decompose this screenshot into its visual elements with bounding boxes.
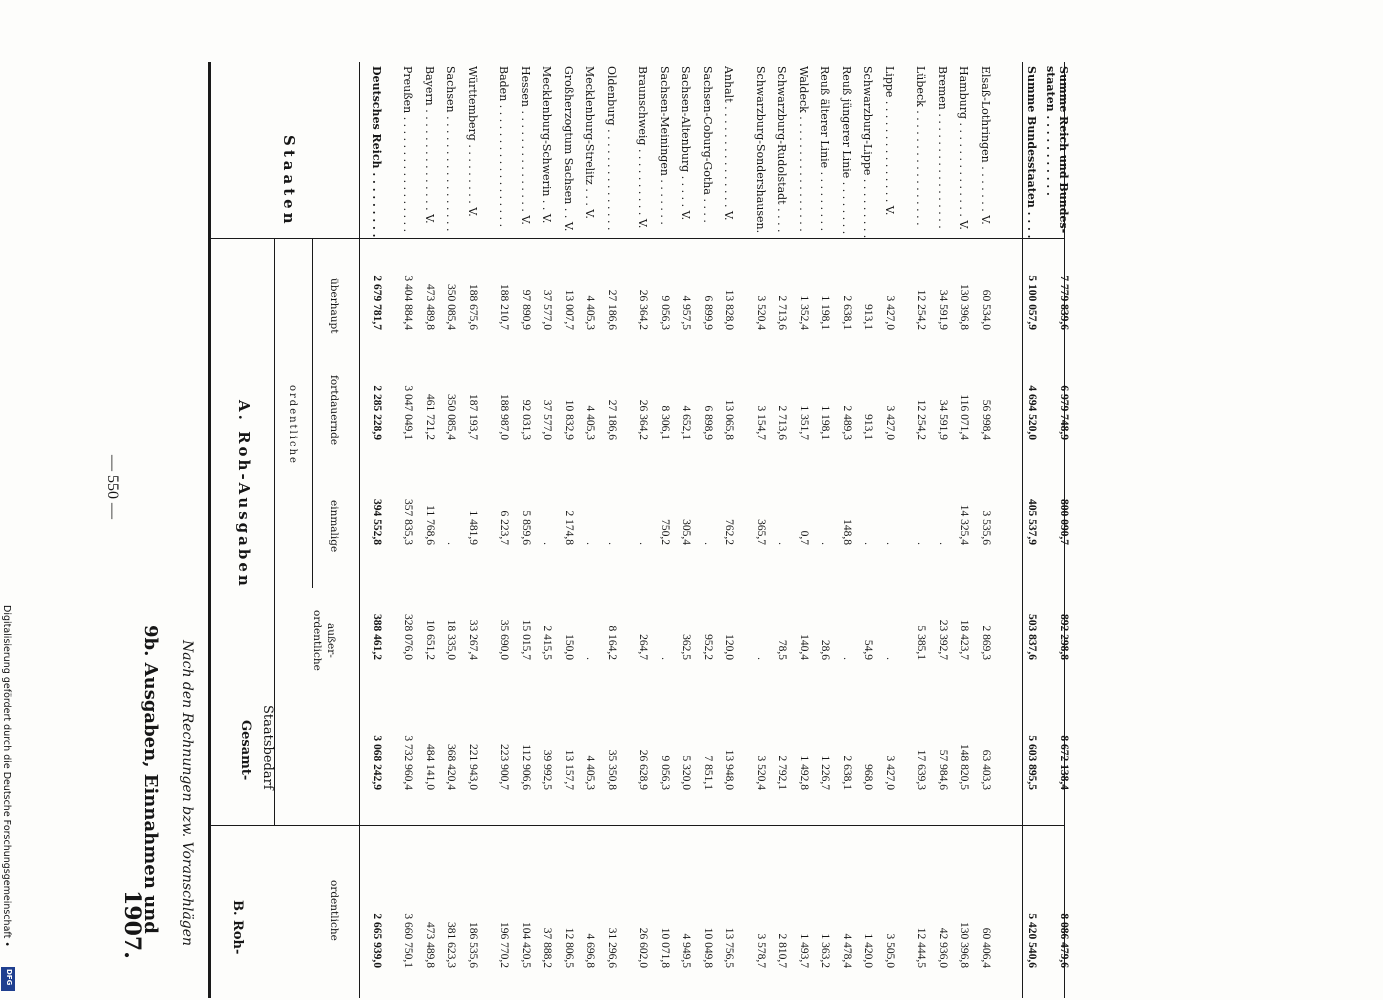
- table-row-cell: 97 890,9: [520, 289, 532, 330]
- table-row-cell: 1 481,9: [467, 510, 479, 545]
- einmalige-header: einmalige: [328, 500, 340, 553]
- table-row-name: Sachsen-Meiningen . . . . . . .: [658, 66, 671, 225]
- table-row-cell: 750,2: [659, 519, 671, 545]
- ueberhaupt-header: überhaupt: [328, 278, 340, 334]
- table-row-cell: 305,4: [680, 519, 693, 545]
- table-row-cell: .: [884, 657, 896, 660]
- dfg-logo: [1, 967, 15, 991]
- table-row-name: Mecklenburg-Schwerin . . V.: [540, 66, 554, 224]
- table-row-cell: 223 900,7: [498, 744, 511, 790]
- header-bottom-rule: [359, 62, 360, 998]
- table-row-name: Anhalt . . . . . . . . . . . . . . . V.: [722, 66, 736, 221]
- table-row-cell: 4 405,3: [584, 295, 597, 330]
- table-row-name: Schwarzburg-Rudolstadt . . . .: [775, 66, 789, 233]
- table-row-cell: 28,6: [819, 639, 832, 660]
- table-row-cell: 14 325,4: [958, 504, 971, 545]
- table-row-name: Waldeck . . . . . . . . . . . . . . . . .: [797, 66, 810, 232]
- table-row-cell: 3 578,7: [755, 933, 767, 968]
- table-row-cell: .: [841, 657, 853, 660]
- table-row-name: Lippe . . . . . . . . . . . . . . . V.: [883, 66, 896, 216]
- table-row-cell: 3 068 242,9: [371, 735, 383, 790]
- table-row-cell: 186 535,6: [467, 922, 479, 968]
- table-row-cell: 4 478,4: [841, 933, 853, 968]
- table-row-cell: 350 085,4: [445, 394, 458, 440]
- table-row-cell: 357 835,3: [402, 499, 415, 545]
- table-row-cell: 92 031,3: [520, 399, 532, 440]
- table-row-cell: 23 392,7: [937, 619, 949, 660]
- table-row-cell: 13 948,0: [723, 749, 736, 790]
- table-row-name: Mecklenburg-Strelitz . . . V.: [583, 66, 597, 219]
- table-row-cell: 3 505,0: [884, 933, 896, 968]
- table-row-cell: .: [819, 542, 832, 545]
- table-row-cell: 34 591,9: [937, 399, 949, 440]
- table-row-cell: 2 665 939,0: [371, 913, 383, 968]
- table-row-cell: 2 713,6: [776, 405, 789, 440]
- sum-row-cell: 5 420 540,6: [1026, 913, 1038, 968]
- gesamt-header: Gesamt-: [238, 720, 253, 781]
- table-row-cell: 17 639,3: [915, 749, 928, 790]
- table-row-name: Reuß älterer Linie . . . . . . . . .: [818, 66, 832, 232]
- table-row-cell: 13 828,0: [723, 289, 736, 330]
- table-row-cell: 4 652,1: [680, 405, 693, 440]
- table-row-cell: .: [884, 542, 896, 545]
- staatsbedarf-header: Staatsbedarf: [260, 705, 275, 790]
- table-row-cell: 394 552,8: [371, 499, 383, 545]
- table-row-cell: 10 049,8: [702, 927, 714, 968]
- table-row-cell: 2 792,1: [776, 755, 789, 790]
- table-row-cell: 18 335,0: [445, 619, 458, 660]
- table-row-cell: 12 806,5: [563, 927, 575, 968]
- table-row-cell: .: [937, 542, 949, 545]
- table-row-cell: 1 363,2: [819, 933, 832, 968]
- table-row-cell: 968,0: [862, 764, 875, 790]
- table-row-cell: 37 577,0: [541, 289, 554, 330]
- table-row-name: Preußen . . . . . . . . . . . . . . . . .: [401, 66, 415, 233]
- table-row-cell: 1 352,4: [798, 295, 810, 330]
- table-row-cell: 2 869,3: [980, 625, 992, 660]
- sum-separator-rule: [1022, 62, 1023, 998]
- table-row-cell: 56 998,4: [980, 399, 992, 440]
- table-row-cell: 762,2: [723, 519, 736, 545]
- top-rule: [208, 62, 211, 998]
- table-row-name: Oldenburg . . . . . . . . . . . . . . .: [605, 66, 618, 231]
- sum-row-name: Summe Bundesstaaten . . . .: [1025, 66, 1038, 239]
- sum-row-cell: 800 090,7: [1058, 499, 1070, 545]
- table-row-cell: 187 193,7: [467, 394, 479, 440]
- table-row-cell: 26 602,0: [637, 927, 650, 968]
- dfg-logo-text: DFG: [5, 969, 13, 986]
- table-row-cell: 4 949,5: [680, 933, 693, 968]
- table-row-cell: .: [755, 657, 767, 660]
- sum-row-cell: 5 100 057,9: [1026, 275, 1038, 330]
- table-row-cell: 116 071,4: [958, 394, 971, 440]
- sum-row-cell: 6 979 748,9: [1058, 385, 1070, 440]
- table-row-cell: 3 427,0: [884, 755, 896, 790]
- table-row-cell: 484 141,0: [424, 744, 436, 790]
- table-row-cell: 5 859,6: [520, 510, 532, 545]
- table-row-cell: 1 198,1: [819, 295, 832, 330]
- table-row-cell: 26 364,2: [637, 289, 650, 330]
- table-row-cell: 381 623,3: [445, 922, 458, 968]
- table-row-cell: 39 992,5: [541, 749, 554, 790]
- table-row-cell: 328 076,0: [402, 614, 415, 660]
- sum-row-cell: 4 694 520,0: [1026, 385, 1038, 440]
- table-row-cell: 1 492,8: [798, 755, 810, 790]
- table-row-name: Bremen . . . . . . . . . . . . . . . . .: [936, 66, 949, 229]
- sum-row-cell: 8 086 479,6: [1058, 913, 1070, 968]
- table-row-name: Reuß jüngerer Linie . . . . . . . .: [840, 66, 853, 235]
- table-row-cell: 31 296,6: [606, 927, 618, 968]
- page-number: — 550 —: [104, 455, 121, 519]
- table-row-cell: 2 810,7: [776, 933, 789, 968]
- table-row-cell: 54,9: [862, 639, 875, 660]
- table-row-name: Deutsches Reich . . . . . . . . .: [370, 66, 383, 238]
- table-row-cell: 27 186,6: [606, 399, 618, 440]
- ausserordentliche-header: außer- ordentliche: [311, 610, 337, 671]
- table-row-cell: 13 007,7: [563, 289, 575, 330]
- table-row-cell: 8 306,1: [659, 405, 671, 440]
- table-row-cell: 12 444,5: [915, 927, 928, 968]
- table-row-cell: 388 461,2: [371, 614, 383, 660]
- table-row-cell: 3 154,7: [755, 405, 767, 440]
- table-row-cell: 196 770,2: [498, 922, 511, 968]
- table-row-cell: 3 404 884,4: [402, 275, 415, 330]
- table-row-cell: .: [862, 542, 875, 545]
- table-row-cell: 18 423,7: [958, 619, 971, 660]
- table-row-name: Lübeck . . . . . . . . . . . . . . . . .: [914, 66, 928, 226]
- sum-row-cell: 8 672 138,4: [1058, 735, 1070, 790]
- table-row-cell: 4 696,8: [584, 933, 597, 968]
- table-row-cell: .: [637, 542, 650, 545]
- table-row-cell: 3 732 960,4: [402, 735, 415, 790]
- table-row-cell: 11 768,6: [424, 505, 436, 545]
- table-row-name: Baden . . . . . . . . . . . . . . . . . .: [497, 66, 511, 228]
- table-row-cell: 350 085,4: [445, 284, 458, 330]
- table-row-cell: 10 832,9: [563, 399, 575, 440]
- table-row-cell: 473 489,8: [424, 284, 436, 330]
- table-row-cell: 13 756,5: [723, 927, 736, 968]
- table-row-cell: 5 385,1: [915, 625, 928, 660]
- sum-row-name: Summe Reich und Bundes- staaten . . . . . . . . . . .: [1044, 66, 1070, 234]
- table-row-cell: 57 984,6: [937, 749, 949, 790]
- table-row-cell: 2 174,8: [563, 510, 575, 545]
- table-row-cell: .: [541, 542, 554, 545]
- table-row-cell: 35 350,8: [606, 749, 618, 790]
- table-row-cell: 188 987,0: [498, 394, 511, 440]
- table-row-name: Sachsen . . . . . . . . . . . . . . . . .: [444, 66, 458, 232]
- table-row-cell: 6 223,7: [498, 510, 511, 545]
- table-row-cell: 0,7: [798, 530, 810, 545]
- table-row-cell: 7 851,1: [702, 755, 714, 790]
- table-row-cell: 15 015,7: [520, 619, 532, 660]
- table-row-cell: 952,2: [702, 634, 714, 660]
- table-row-cell: 4 405,3: [584, 755, 597, 790]
- table-row-cell: 63 403,3: [980, 749, 992, 790]
- table-row-cell: 2 713,6: [776, 295, 789, 330]
- table-row-cell: 78,5: [776, 639, 789, 660]
- table-row-cell: 3 427,0: [884, 405, 896, 440]
- table-row-cell: 35 690,0: [498, 619, 511, 660]
- table-row-cell: 6 899,9: [702, 295, 714, 330]
- sum-row-cell: 7 779 839,6: [1058, 275, 1070, 330]
- table-row-cell: 9 056,3: [659, 295, 671, 330]
- table-row-cell: 104 420,5: [520, 922, 532, 968]
- table-row-cell: 42 936,0: [937, 927, 949, 968]
- table-row-cell: 148,8: [841, 519, 853, 545]
- table-row-cell: 148 820,5: [958, 744, 971, 790]
- table-row-cell: 188 210,7: [498, 284, 511, 330]
- table-row-name: Schwarzburg-Lippe . . . . . . . . .: [861, 66, 875, 239]
- table-row-cell: 1 198,1: [819, 405, 832, 440]
- table-row-cell: 33 267,4: [467, 619, 479, 660]
- table-row-cell: 34 591,9: [937, 289, 949, 330]
- table-row-cell: .: [659, 657, 671, 660]
- table-row-cell: 1 493,7: [798, 933, 810, 968]
- table-row-cell: 4 405,3: [584, 405, 597, 440]
- table-row-cell: 2 638,1: [841, 755, 853, 790]
- table-title: 9b. Ausgaben, Einnahmen und: [140, 625, 161, 934]
- table-row-cell: .: [606, 542, 618, 545]
- digitization-note: [0, 605, 14, 985]
- table-row-cell: 2 285 228,9: [371, 385, 383, 440]
- table-row-cell: 130 396,8: [958, 922, 971, 968]
- table-row-cell: 1 420,0: [862, 933, 875, 968]
- table-row-cell: 13 065,8: [723, 399, 736, 440]
- table-row-cell: 10 651,2: [424, 619, 436, 660]
- table-row-cell: 365,7: [755, 519, 767, 545]
- table-row-cell: 2 679 781,7: [371, 275, 383, 330]
- table-row-cell: .: [584, 542, 597, 545]
- year-heading: 1907.: [119, 890, 145, 959]
- table-row-cell: .: [702, 542, 714, 545]
- table-row-cell: 473 489,8: [424, 922, 436, 968]
- table-row-name: Hamburg . . . . . . . . . . . . . . V.: [957, 66, 971, 230]
- fortdauernde-header: fortdauernde: [328, 375, 340, 446]
- table-row-cell: 461 721,2: [424, 394, 436, 440]
- sum-row-cell: 503 837,6: [1026, 614, 1038, 660]
- table-row-name: Schwarzburg-Sondershausen.: [754, 66, 767, 234]
- sum-row-cell: 5 603 895,5: [1026, 735, 1038, 790]
- table-row-cell: 1 351,7: [798, 405, 810, 440]
- states-header: Staaten: [280, 135, 298, 228]
- table-row-cell: .: [584, 657, 597, 660]
- table-row-name: Hessen . . . . . . . . . . . . . . . V.: [519, 66, 532, 225]
- table-row-name: Sachsen-Coburg-Gotha . . . .: [701, 66, 714, 223]
- table-row-name: Großherzogtum Sachsen . . V.: [562, 66, 575, 232]
- table-row-name: Sachsen-Altenburg . . . . . V.: [679, 66, 693, 221]
- b-section-rule: [211, 825, 1065, 826]
- table-row-cell: 5 320,0: [680, 755, 693, 790]
- table-row-cell: 12 254,2: [915, 399, 928, 440]
- table-row-name: Braunschweig . . . . . . . . . . V.: [636, 66, 650, 229]
- section-b-header: B. Roh-: [230, 900, 245, 955]
- table-row-cell: 368 420,4: [445, 744, 458, 790]
- table-row-cell: 37 888,2: [541, 927, 554, 968]
- b-ordentliche-header: ordentliche: [328, 880, 340, 941]
- table-row-cell: 27 186,6: [606, 289, 618, 330]
- ordentliche-rule: [312, 238, 313, 588]
- table-row-cell: 3 520,4: [755, 295, 767, 330]
- table-row-cell: 362,5: [680, 634, 693, 660]
- table-row-cell: 913,1: [862, 414, 875, 440]
- table-row-cell: 10 071,8: [659, 927, 671, 968]
- table-row-cell: .: [915, 542, 928, 545]
- table-row-cell: 140,4: [798, 634, 810, 660]
- table-row-cell: 13 157,7: [563, 749, 575, 790]
- table-row-cell: .: [776, 542, 789, 545]
- table-row-cell: 12 254,2: [915, 289, 928, 330]
- table-row-cell: 1 226,7: [819, 755, 832, 790]
- table-subtitle: Nach den Rechnungen bzw. Voranschlägen: [179, 640, 195, 947]
- table-row-cell: 37 577,0: [541, 399, 554, 440]
- table-row-cell: 3 047 049,1: [402, 385, 415, 440]
- ordentliche-header: ordentliche: [287, 385, 298, 465]
- table-row-cell: 3 535,6: [980, 510, 992, 545]
- table-row-name: Bayern . . . . . . . . . . . . . . . V.: [423, 66, 436, 224]
- section-a-header: A. Roh-Ausgaben: [235, 400, 253, 589]
- table-row-cell: 26 628,9: [637, 749, 650, 790]
- table-row-cell: 26 364,2: [637, 399, 650, 440]
- sum-row-cell: 892 298,8: [1058, 614, 1070, 660]
- table-row-cell: 3 427,0: [884, 295, 896, 330]
- sum-row-cell: 405 537,9: [1026, 499, 1038, 545]
- table-row-cell: 913,1: [862, 304, 875, 330]
- table-row-cell: 188 675,6: [467, 284, 479, 330]
- table-row-cell: 3 520,4: [755, 755, 767, 790]
- table-row-cell: 8 164,2: [606, 625, 618, 660]
- table-row-cell: 60 534,0: [980, 289, 992, 330]
- table-row-cell: 2 638,1: [841, 295, 853, 330]
- digitization-note-text: Digitalisierung gefördert durch die Deutsche Forschungsgemeinschaft •: [1, 605, 12, 947]
- table-row-cell: .: [445, 542, 458, 545]
- table-row-name: Württemberg . . . . . . . . . V.: [466, 66, 479, 217]
- table-row-cell: 2 415,5: [541, 625, 554, 660]
- table-row-cell: 221 943,0: [467, 744, 479, 790]
- table-row-cell: 130 396,8: [958, 284, 971, 330]
- table-row-cell: 264,7: [637, 634, 650, 660]
- table-row-cell: 2 489,3: [841, 405, 853, 440]
- table-row-cell: 4 957,5: [680, 295, 693, 330]
- table-row-cell: 9 056,3: [659, 755, 671, 790]
- table-row-cell: 3 660 750,1: [402, 913, 415, 968]
- table-row-cell: 150,0: [563, 634, 575, 660]
- table-row-cell: 6 898,9: [702, 405, 714, 440]
- table-row-cell: 120,0: [723, 634, 736, 660]
- table-row-name: Elsaß-Lothringen . . . . . . . V.: [979, 66, 992, 225]
- table-row-cell: 60 406,4: [980, 927, 992, 968]
- table-row-cell: 112 906,6: [520, 744, 532, 790]
